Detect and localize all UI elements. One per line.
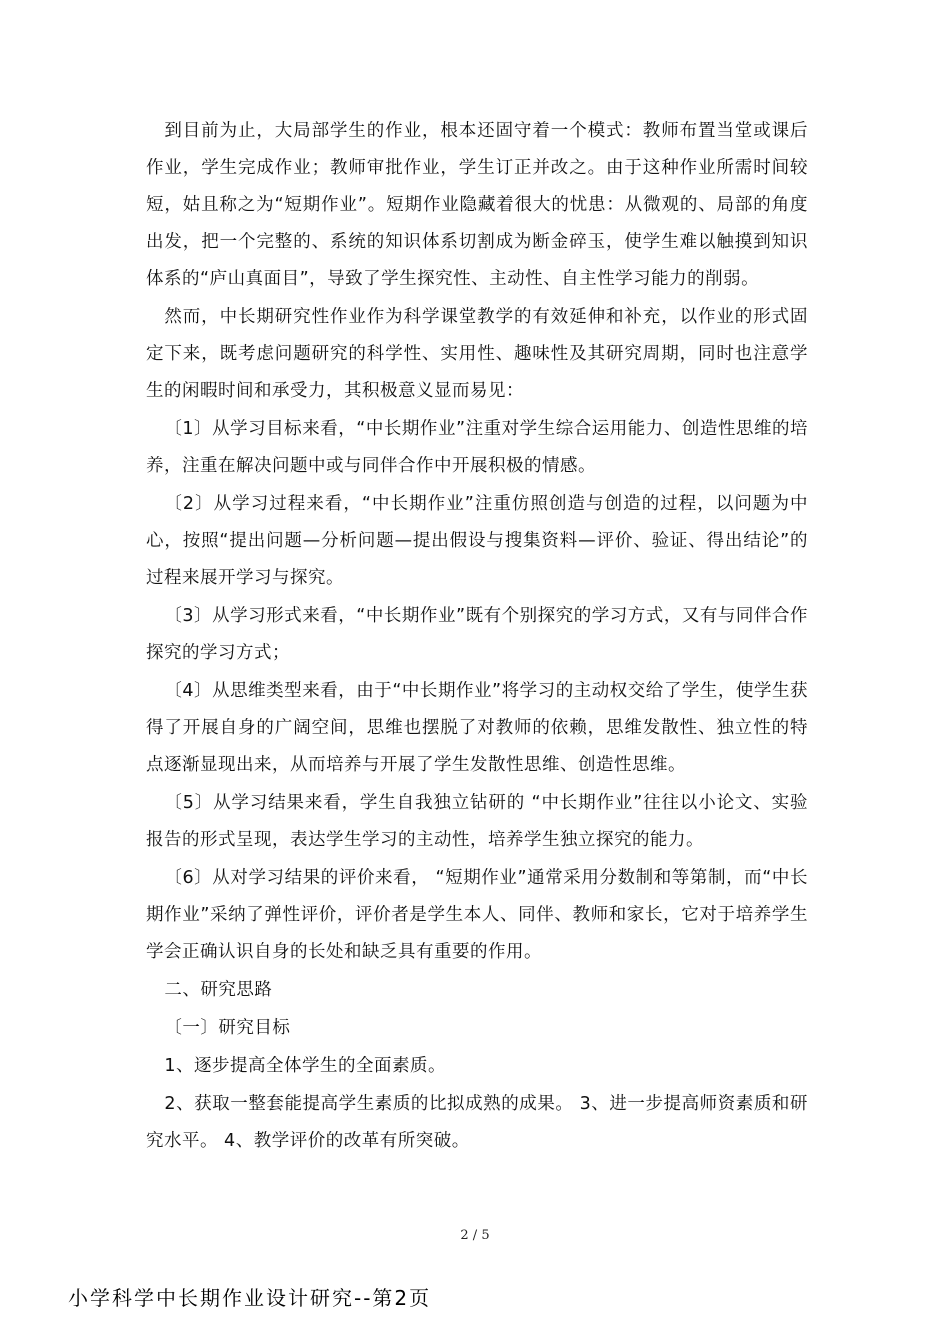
section-heading-research-approach: 二、研究思路 xyxy=(164,980,273,1000)
paragraph-homework-status: 到目前为止，大局部学生的作业，根本还固守着一个模式：教师布置当堂或课后作业，学生完成作业；教师审批作业，学生订正并改之。由于这种作业所需时间较短，姑且称之为“短期作业”。短期作业隐藏着很大的忧患：从微观的、局部的角度出发，把一个完整的、系统的知识体系切割成为断金碎玉，使学生难以触摸到知识体系的“庐山真面目”，导致了学生探究性、主动性、自主性学习能力的削弱。 xyxy=(146,121,808,289)
paragraph-long-term-meaning: 然而，中长期研究性作业作为科学课堂教学的有效延伸和补充，以作业的形式固定下来，既考虑问题研究的科学性、实用性、趣味性及其研究周期，同时也注意学生的闲暇时间和承受力，其积极意义显而易见： xyxy=(146,307,808,401)
goal-items-2-4: 2、获取一整套能提高学生素质的比拟成熟的成果。 3、进一步提高师资素质和研究水平。 4、教学评价的改革有所突破。 xyxy=(146,1094,808,1151)
document-body xyxy=(146,113,808,1160)
paragraph-point-4: 〔4〕从思维类型来看，由于“中长期作业”将学习的主动权交给了学生，使学生获得了开展自身的广阔空间，思维也摆脱了对教师的依赖，思维发散性、独立性的特点逐渐显现出来，从而培养与开展了学生发散性思维、创造性思维。 xyxy=(146,681,808,775)
paragraph-point-2: 〔2〕从学习过程来看，“中长期作业”注重仿照创造与创造的过程，以问题为中心，按照“提出问题—分析问题—提出假设与搜集资料—评价、验证、得出结论”的过程来展开学习与探究。 xyxy=(146,494,808,588)
goal-item-1: 1、逐步提高全体学生的全面素质。 xyxy=(164,1056,447,1076)
subsection-heading-research-goals: 〔一〕研究目标 xyxy=(164,1018,291,1038)
paragraph-point-1: 〔1〕从学习目标来看，“中长期作业”注重对学生综合运用能力、创造性思维的培养，注重在解决问题中或与同伴合作中开展积极的情感。 xyxy=(146,419,808,476)
footer-document-title: 小学科学中长期作业设计研究--第2页 xyxy=(68,1286,432,1310)
page-number: 2 / 5 xyxy=(460,1228,490,1243)
paragraph-point-3: 〔3〕从学习形式来看，“中长期作业”既有个别探究的学习方式，又有与同伴合作探究的学习方式； xyxy=(146,606,808,663)
paragraph-point-5: 〔5〕从学习结果来看，学生自我独立钻研的 “中长期作业”往往以小论文、实验报告的形式呈现，表达学生学习的主动性，培养学生独立探究的能力。 xyxy=(146,793,808,850)
paragraph-point-6: 〔6〕从对学习结果的评价来看， “短期作业”通常采用分数制和等第制，而“中长期作业”采纳了弹性评价，评价者是学生本人、同伴、教师和家长，它对于培养学生学会正确认识自身的长处和缺乏具有重要的作用。 xyxy=(146,868,808,962)
